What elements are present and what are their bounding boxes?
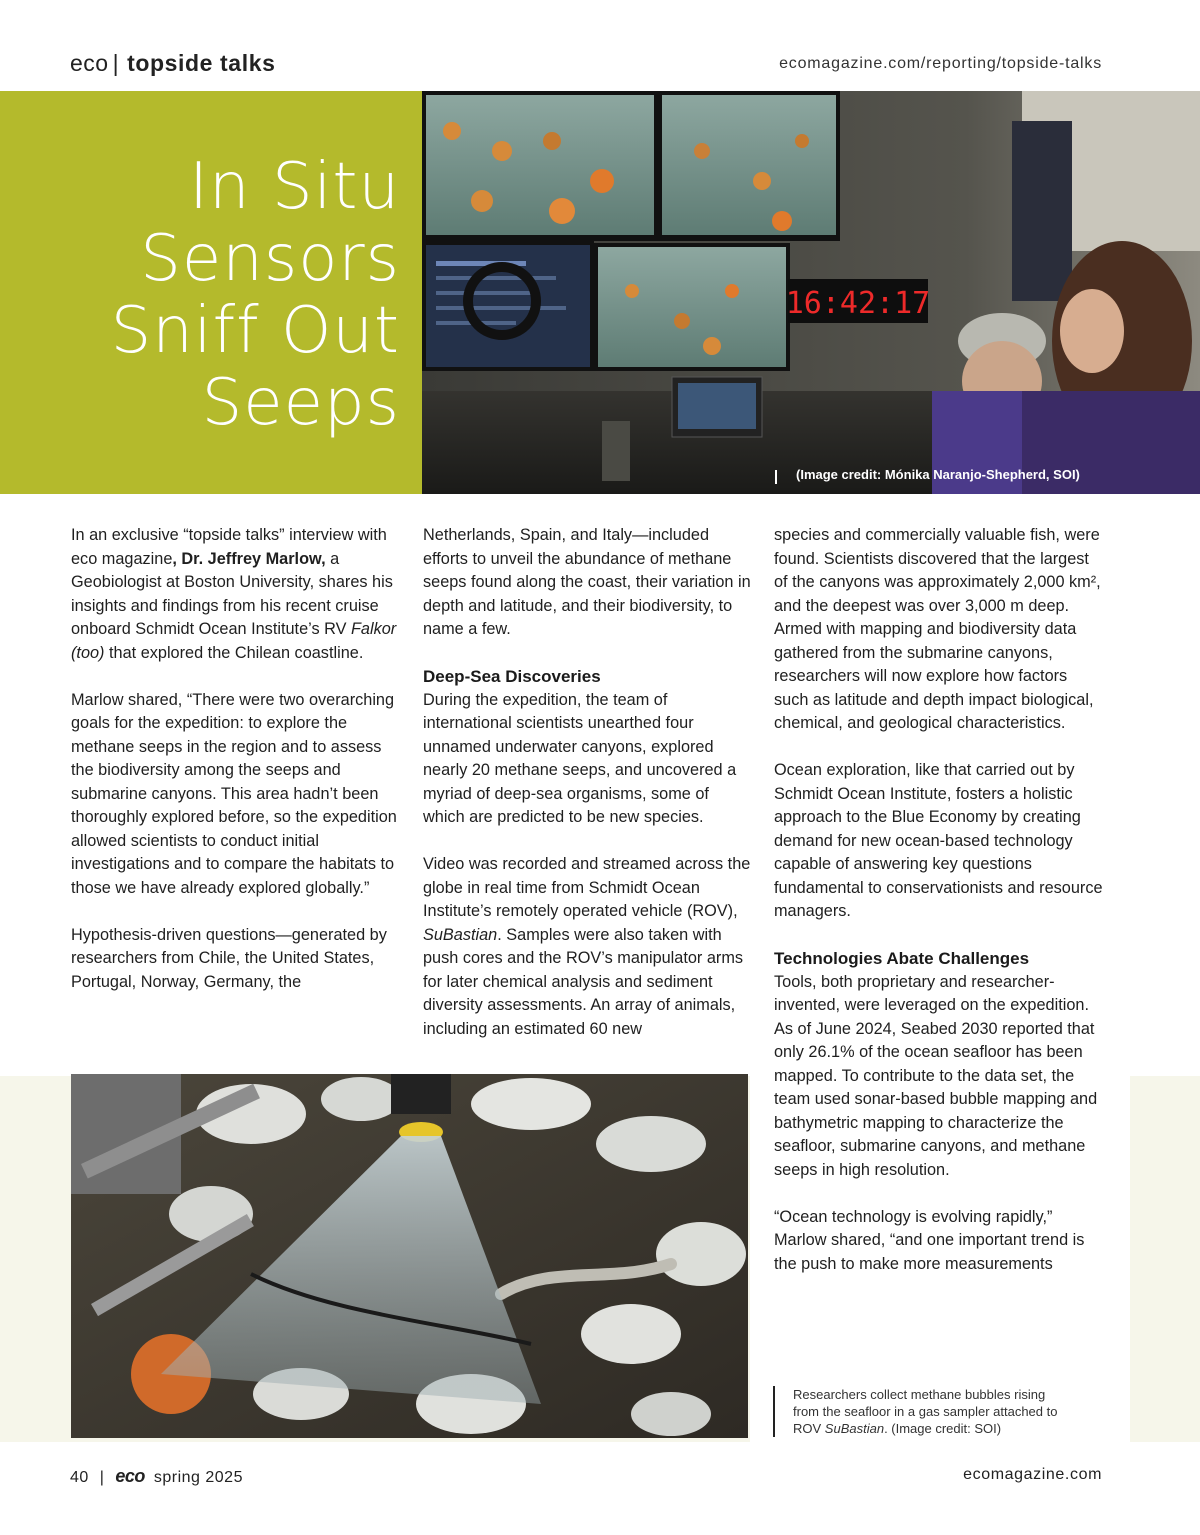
page-number: 40 bbox=[70, 1469, 89, 1486]
gas-sampler-photo bbox=[71, 1074, 748, 1438]
title-line: Sensors bbox=[140, 222, 400, 296]
subsection-name: topside talks bbox=[127, 50, 276, 76]
title-line: Sniff Out bbox=[110, 294, 400, 368]
intro-text: that explored the Chilean coastline. bbox=[104, 643, 364, 662]
intro-text: a Geobiologist at Boston University, shares his insights and findings from his recent cruise onboard Schmidt Ocean Institute’s RV bbox=[71, 549, 393, 638]
section-name: eco bbox=[70, 50, 109, 76]
section-url[interactable]: ecomagazine.com/reporting/topside-talks bbox=[779, 55, 1102, 72]
body-paragraph: species and commercially valuable fish, were found. Scientists discovered that the largest of the canyons was approximately 2,000 km², and the deepest was over 3,000 m deep. Armed with mapping and biodiversity data gathered from the submarine canyons, researchers will now explore how factors such as latitude and depth impact biological, chemical, and geological characteristics. bbox=[774, 526, 1101, 732]
rov-name: SuBastian bbox=[423, 925, 498, 944]
credit-marker bbox=[775, 470, 777, 484]
hero-photo-control-room bbox=[422, 91, 1200, 494]
title-line: In Situ bbox=[189, 150, 400, 224]
title-line: Seeps bbox=[201, 366, 400, 440]
intro-text: In an exclusive “topside talks” interview with eco magazine bbox=[71, 526, 387, 568]
body-paragraph bbox=[423, 853, 753, 1041]
article-column-2 bbox=[423, 524, 753, 1065]
header-separator: | bbox=[112, 50, 120, 76]
body-text: . Samples were also taken with push cores and the ROV’s manipulator arms for later chemical analysis and sediment diversity assessments. An array of animals, including an estimated 60 new bbox=[423, 925, 744, 1038]
control-room-illustration bbox=[422, 91, 1200, 494]
footer-site-link[interactable]: ecomagazine.com bbox=[963, 1466, 1102, 1483]
hero-title-panel bbox=[0, 91, 422, 494]
section-heading-discoveries: Deep-Sea Discoveries bbox=[423, 667, 601, 686]
body-paragraph: Netherlands, Spain, and Italy—included efforts to unveil the abundance of methane seeps found along the coast, their variation in depth and latitude, and their biodiversity, to name a few. bbox=[423, 526, 751, 638]
eco-logo: eco bbox=[115, 1466, 145, 1486]
section-label bbox=[70, 50, 275, 77]
article-column-1 bbox=[71, 524, 401, 1018]
page-footer bbox=[70, 1466, 1102, 1490]
issue-date: spring 2025 bbox=[153, 1469, 243, 1486]
hero-photo-credit: (Image credit: Mónika Naranjo-Shepherd, SOI) bbox=[796, 467, 1080, 482]
interviewee-name: , Dr. Jeffrey Marlow, bbox=[172, 549, 326, 568]
clock-readout: 16:42:17 bbox=[785, 286, 931, 321]
section-heading-technologies: Technologies Abate Challenges bbox=[774, 949, 1030, 968]
photo-caption bbox=[773, 1386, 1073, 1437]
body-paragraph: “Ocean technology is evolving rapidly,” Marlow shared, “and one important trend is the push to make more measurements bbox=[774, 1207, 1085, 1273]
article-column-3 bbox=[774, 524, 1104, 1300]
body-paragraph: Tools, both proprietary and researcher-invented, were leveraged on the expedition. As of June 2024, Seabed 2030 reported that only 26.1% of the ocean seafloor has been mapped. To contribute to the data set, the team used sonar-based bubble mapping and bathymetric mapping to characterize the seafloor, submarine canyons, and methane seeps in high resolution. bbox=[774, 972, 1098, 1179]
article-title bbox=[20, 151, 400, 439]
body-paragraph: During the expedition, the team of international scientists unearthed four unnamed underwater canyons, explored nearly 20 methane seeps, and uncovered a myriad of deep-sea organisms, some of which are predicted to be new species. bbox=[423, 690, 737, 826]
caption-text: . (Image credit: SOI) bbox=[884, 1421, 1002, 1436]
body-text: Video was recorded and streamed across the globe in real time from Schmidt Ocean Institute’s remotely operated vehicle (ROV), bbox=[423, 855, 751, 920]
intro-paragraph bbox=[71, 524, 401, 665]
body-paragraph: Hypothesis-driven questions—generated by researchers from Chile, the United States, Portugal, Norway, Germany, the bbox=[71, 925, 387, 991]
body-paragraph: Marlow shared, “There were two overarching goals for the expedition: to explore the methane seeps in the region and to assess the biodiversity among the seeps and submarine canyons. This area hadn’t been thoroughly explored before, so the expedition allowed scientists to conduct initial investigations and to compare the habitats to those we have already explored globally.” bbox=[71, 690, 397, 897]
body-paragraph: Ocean exploration, like that carried out by Schmidt Ocean Institute, fosters a holistic approach to the Blue Economy by creating demand for new ocean-based technology capable of answering key questions fundamental to conservationists and resource managers. bbox=[774, 761, 1103, 920]
ship-name: Falkor (too) bbox=[71, 620, 397, 662]
gas-sampler-illustration bbox=[71, 1074, 748, 1438]
footer-separator: | bbox=[99, 1469, 105, 1486]
page-header bbox=[70, 48, 1102, 80]
caption-rov-name: SuBastian bbox=[824, 1421, 885, 1436]
caption-text: Researchers collect methane bubbles rising from the seafloor in a gas sampler attached to ROV bbox=[793, 1387, 1058, 1436]
footer-issue-info bbox=[70, 1466, 243, 1487]
